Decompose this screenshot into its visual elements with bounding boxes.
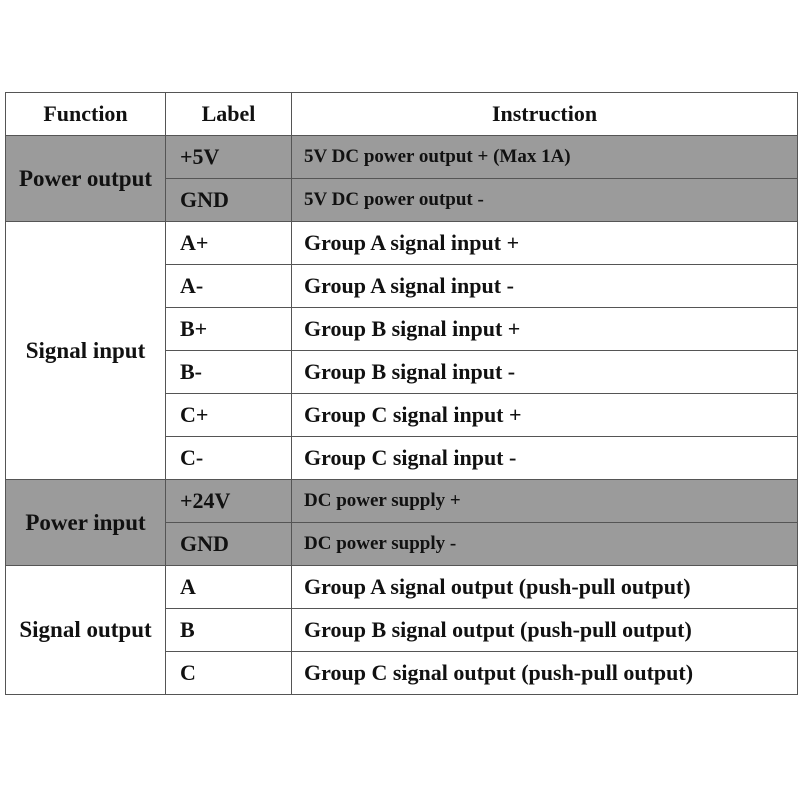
instruction-cell: 5V DC power output -: [292, 179, 798, 222]
instruction-cell: 5V DC power output + (Max 1A): [292, 136, 798, 179]
instruction-cell: Group A signal input -: [292, 265, 798, 308]
instruction-cell: Group B signal input +: [292, 308, 798, 351]
instruction-cell: Group B signal input -: [292, 351, 798, 394]
header-label: Label: [166, 93, 292, 136]
header-row: [6, 93, 798, 136]
label-cell: GND: [166, 179, 292, 222]
instruction-cell: DC power supply +: [292, 480, 798, 523]
label-cell: B+: [166, 308, 292, 351]
table-row: [6, 222, 798, 265]
instruction-cell: DC power supply -: [292, 523, 798, 566]
pin-function-table: [5, 92, 798, 695]
header-function: Function: [6, 93, 166, 136]
instruction-cell: Group A signal input +: [292, 222, 798, 265]
function-cell: Power output: [6, 136, 166, 222]
function-cell: Power input: [6, 480, 166, 566]
table-row: [6, 566, 798, 609]
function-cell: Signal input: [6, 222, 166, 480]
label-cell: +5V: [166, 136, 292, 179]
instruction-cell: Group C signal input -: [292, 437, 798, 480]
label-cell: C-: [166, 437, 292, 480]
label-cell: A+: [166, 222, 292, 265]
label-cell: B-: [166, 351, 292, 394]
label-cell: A-: [166, 265, 292, 308]
table-row: [6, 136, 798, 179]
label-cell: GND: [166, 523, 292, 566]
header-instruction: Instruction: [292, 93, 798, 136]
table-body: [6, 136, 798, 695]
label-cell: +24V: [166, 480, 292, 523]
table-row: [6, 480, 798, 523]
instruction-cell: Group A signal output (push-pull output): [292, 566, 798, 609]
label-cell: B: [166, 609, 292, 652]
instruction-cell: Group C signal input +: [292, 394, 798, 437]
instruction-cell: Group B signal output (push-pull output): [292, 609, 798, 652]
label-cell: C: [166, 652, 292, 695]
instruction-cell: Group C signal output (push-pull output): [292, 652, 798, 695]
function-cell: Signal output: [6, 566, 166, 695]
label-cell: A: [166, 566, 292, 609]
label-cell: C+: [166, 394, 292, 437]
